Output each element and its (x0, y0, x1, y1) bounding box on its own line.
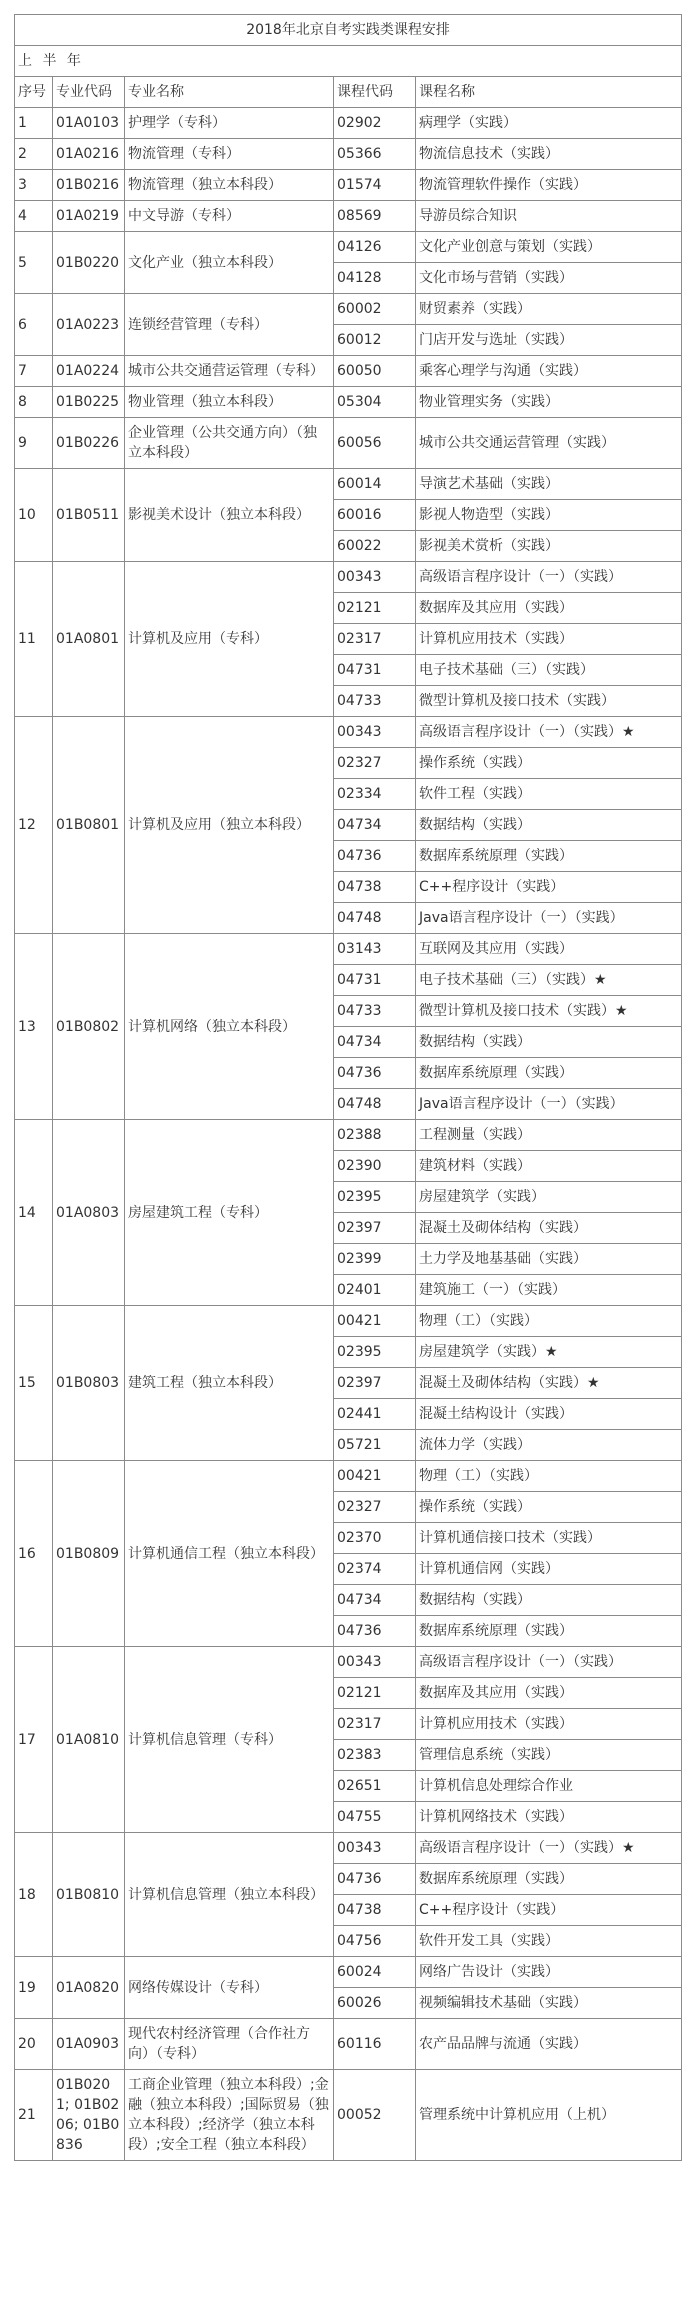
row-number: 7 (15, 356, 53, 387)
course-name: Java语言程序设计（一）（实践） (416, 903, 682, 934)
course-name: 管理信息系统（实践） (416, 1740, 682, 1771)
course-code: 00421 (334, 1306, 416, 1337)
course-code: 04755 (334, 1802, 416, 1833)
course-name: 软件工程（实践） (416, 779, 682, 810)
major-code: 01B0216 (53, 170, 125, 201)
course-name: 互联网及其应用（实践） (416, 934, 682, 965)
course-code: 04748 (334, 1089, 416, 1120)
half-year-row (15, 46, 682, 77)
major-code: 01A0801 (53, 562, 125, 717)
course-name: 物理（工）（实践） (416, 1461, 682, 1492)
major-code: 01B0809 (53, 1461, 125, 1647)
course-name: 房屋建筑学（实践） (416, 1182, 682, 1213)
course-row (15, 1120, 682, 1151)
course-code: 60014 (334, 469, 416, 500)
course-name: 土力学及地基基础（实践） (416, 1244, 682, 1275)
course-row (15, 934, 682, 965)
major-code: 01B0201; 01B0206; 01B0836 (53, 2070, 125, 2161)
course-name: 影视美术赏析（实践） (416, 531, 682, 562)
course-code: 04738 (334, 872, 416, 903)
course-code: 00421 (334, 1461, 416, 1492)
row-number: 3 (15, 170, 53, 201)
course-name: 物流信息技术（实践） (416, 139, 682, 170)
course-name: 计算机通信网（实践） (416, 1554, 682, 1585)
major-name: 物流管理（专科） (125, 139, 334, 170)
course-name: 微型计算机及接口技术（实践）★ (416, 996, 682, 1027)
course-name: 高级语言程序设计（一）（实践） (416, 1647, 682, 1678)
major-name: 计算机通信工程（独立本科段） (125, 1461, 334, 1647)
major-code: 01A0223 (53, 294, 125, 356)
major-name: 计算机及应用（专科） (125, 562, 334, 717)
row-number: 12 (15, 717, 53, 934)
course-row (15, 170, 682, 201)
course-code: 00343 (334, 1647, 416, 1678)
course-name: 数据结构（实践） (416, 1585, 682, 1616)
course-name: 数据结构（实践） (416, 810, 682, 841)
course-name: 财贸素养（实践） (416, 294, 682, 325)
course-name: 数据库系统原理（实践） (416, 1058, 682, 1089)
major-code: 01A0219 (53, 201, 125, 232)
major-name: 物业管理（独立本科段） (125, 387, 334, 418)
course-name: 数据结构（实践） (416, 1027, 682, 1058)
course-code: 02317 (334, 1709, 416, 1740)
course-code: 04126 (334, 232, 416, 263)
course-name: 门店开发与选址（实践） (416, 325, 682, 356)
course-name: 物流管理软件操作（实践） (416, 170, 682, 201)
course-row (15, 139, 682, 170)
course-code: 02397 (334, 1213, 416, 1244)
course-name: 高级语言程序设计（一）（实践） (416, 562, 682, 593)
course-name: 操作系统（实践） (416, 748, 682, 779)
course-code: 02121 (334, 593, 416, 624)
row-number: 18 (15, 1833, 53, 1957)
course-code: 60116 (334, 2019, 416, 2070)
course-code: 02395 (334, 1337, 416, 1368)
course-code: 02441 (334, 1399, 416, 1430)
course-code: 00343 (334, 717, 416, 748)
course-code: 04731 (334, 965, 416, 996)
course-row (15, 201, 682, 232)
course-row (15, 1306, 682, 1337)
course-name: 微型计算机及接口技术（实践） (416, 686, 682, 717)
course-name: 电子技术基础（三）（实践）★ (416, 965, 682, 996)
major-name: 中文导游（专科） (125, 201, 334, 232)
major-code: 01B0810 (53, 1833, 125, 1957)
row-number: 2 (15, 139, 53, 170)
row-number: 13 (15, 934, 53, 1120)
course-row (15, 2070, 682, 2161)
major-code: 01A0810 (53, 1647, 125, 1833)
course-code: 04734 (334, 810, 416, 841)
course-code: 05721 (334, 1430, 416, 1461)
course-code: 02334 (334, 779, 416, 810)
course-name: 数据库系统原理（实践） (416, 841, 682, 872)
course-name: 乘客心理学与沟通（实践） (416, 356, 682, 387)
course-code: 04734 (334, 1027, 416, 1058)
course-row (15, 1647, 682, 1678)
major-name: 物流管理（独立本科段） (125, 170, 334, 201)
major-code: 01B0220 (53, 232, 125, 294)
course-code: 02399 (334, 1244, 416, 1275)
course-name: 计算机应用技术（实践） (416, 1709, 682, 1740)
header-course-name: 课程名称 (416, 77, 682, 108)
course-row (15, 1957, 682, 1988)
major-name: 计算机网络（独立本科段） (125, 934, 334, 1120)
major-code: 01A0803 (53, 1120, 125, 1306)
row-number: 1 (15, 108, 53, 139)
course-code: 03143 (334, 934, 416, 965)
course-row (15, 294, 682, 325)
major-code: 01B0511 (53, 469, 125, 562)
course-code: 04734 (334, 1585, 416, 1616)
row-number: 17 (15, 1647, 53, 1833)
major-name: 文化产业（独立本科段） (125, 232, 334, 294)
course-row (15, 717, 682, 748)
course-name: 导游员综合知识 (416, 201, 682, 232)
course-code: 60012 (334, 325, 416, 356)
course-name: 操作系统（实践） (416, 1492, 682, 1523)
row-number: 9 (15, 418, 53, 469)
course-name: 计算机信息处理综合作业 (416, 1771, 682, 1802)
course-code: 60022 (334, 531, 416, 562)
course-name: 混凝土及砌体结构（实践）★ (416, 1368, 682, 1399)
major-name: 网络传媒设计（专科） (125, 1957, 334, 2019)
course-code: 02651 (334, 1771, 416, 1802)
course-code: 04733 (334, 996, 416, 1027)
course-name: 计算机应用技术（实践） (416, 624, 682, 655)
row-number: 15 (15, 1306, 53, 1461)
course-code: 02395 (334, 1182, 416, 1213)
course-code: 02383 (334, 1740, 416, 1771)
major-name: 计算机信息管理（独立本科段） (125, 1833, 334, 1957)
course-name: 数据库及其应用（实践） (416, 1678, 682, 1709)
header-major-code: 专业代码 (53, 77, 125, 108)
major-code: 01A0820 (53, 1957, 125, 2019)
course-code: 02902 (334, 108, 416, 139)
course-code: 02401 (334, 1275, 416, 1306)
schedule-sheet (14, 14, 681, 2161)
major-name: 影视美术设计（独立本科段） (125, 469, 334, 562)
course-name: 农产品品牌与流通（实践） (416, 2019, 682, 2070)
major-name: 现代农村经济管理（合作社方向）（专科） (125, 2019, 334, 2070)
course-code: 04756 (334, 1926, 416, 1957)
course-name: 数据库系统原理（实践） (416, 1616, 682, 1647)
course-name: 影视人物造型（实践） (416, 500, 682, 531)
table-title: 2018年北京自考实践类课程安排 (15, 15, 682, 46)
major-code: 01B0803 (53, 1306, 125, 1461)
course-code: 04738 (334, 1895, 416, 1926)
course-code: 60056 (334, 418, 416, 469)
major-name: 连锁经营管理（专科） (125, 294, 334, 356)
course-code: 02390 (334, 1151, 416, 1182)
major-name: 房屋建筑工程（专科） (125, 1120, 334, 1306)
course-row (15, 418, 682, 469)
major-name: 工商企业管理（独立本科段）;金融（独立本科段）;国际贸易（独立本科段）;经济学（独立本科段）;安全工程（独立本科段） (125, 2070, 334, 2161)
course-code: 04748 (334, 903, 416, 934)
major-code: 01B0225 (53, 387, 125, 418)
row-number: 8 (15, 387, 53, 418)
course-name: 导演艺术基础（实践） (416, 469, 682, 500)
course-name: 房屋建筑学（实践）★ (416, 1337, 682, 1368)
course-code: 05304 (334, 387, 416, 418)
course-name: 混凝土结构设计（实践） (416, 1399, 682, 1430)
course-row (15, 2019, 682, 2070)
course-row (15, 356, 682, 387)
course-name: Java语言程序设计（一）（实践） (416, 1089, 682, 1120)
course-code: 60002 (334, 294, 416, 325)
major-code: 01B0226 (53, 418, 125, 469)
course-name: 工程测量（实践） (416, 1120, 682, 1151)
course-name: 流体力学（实践） (416, 1430, 682, 1461)
course-name: 高级语言程序设计（一）（实践）★ (416, 717, 682, 748)
course-code: 04736 (334, 1864, 416, 1895)
course-code: 04731 (334, 655, 416, 686)
schedule-table (14, 14, 682, 2161)
course-name: 计算机网络技术（实践） (416, 1802, 682, 1833)
course-code: 60050 (334, 356, 416, 387)
course-code: 00343 (334, 562, 416, 593)
row-number: 10 (15, 469, 53, 562)
course-name: 计算机通信接口技术（实践） (416, 1523, 682, 1554)
course-row (15, 387, 682, 418)
course-name: 物理（工）（实践） (416, 1306, 682, 1337)
major-name: 企业管理（公共交通方向）（独立本科段） (125, 418, 334, 469)
title-row (15, 15, 682, 46)
major-code: 01A0103 (53, 108, 125, 139)
major-name: 护理学（专科） (125, 108, 334, 139)
course-code: 05366 (334, 139, 416, 170)
course-code: 08569 (334, 201, 416, 232)
course-name: 网络广告设计（实践） (416, 1957, 682, 1988)
course-code: 02397 (334, 1368, 416, 1399)
major-code: 01B0802 (53, 934, 125, 1120)
course-code: 01574 (334, 170, 416, 201)
major-name: 城市公共交通营运管理（专科） (125, 356, 334, 387)
course-name: 软件开发工具（实践） (416, 1926, 682, 1957)
course-code: 02374 (334, 1554, 416, 1585)
course-name: C++程序设计（实践） (416, 872, 682, 903)
major-code: 01A0224 (53, 356, 125, 387)
course-code: 04736 (334, 1616, 416, 1647)
header-no: 序号 (15, 77, 53, 108)
major-code: 01B0801 (53, 717, 125, 934)
course-code: 02327 (334, 1492, 416, 1523)
course-name: 文化产业创意与策划（实践） (416, 232, 682, 263)
course-code: 02370 (334, 1523, 416, 1554)
course-name: 混凝土及砌体结构（实践） (416, 1213, 682, 1244)
course-name: 数据库系统原理（实践） (416, 1864, 682, 1895)
course-name: C++程序设计（实践） (416, 1895, 682, 1926)
course-name: 城市公共交通运营管理（实践） (416, 418, 682, 469)
row-number: 5 (15, 232, 53, 294)
row-number: 11 (15, 562, 53, 717)
course-row (15, 108, 682, 139)
course-row (15, 1461, 682, 1492)
header-row (15, 77, 682, 108)
course-row (15, 562, 682, 593)
course-code: 02388 (334, 1120, 416, 1151)
course-name: 高级语言程序设计（一）（实践）★ (416, 1833, 682, 1864)
course-row (15, 469, 682, 500)
course-name: 物业管理实务（实践） (416, 387, 682, 418)
course-code: 04733 (334, 686, 416, 717)
header-course-code: 课程代码 (334, 77, 416, 108)
course-code: 02327 (334, 748, 416, 779)
course-row (15, 232, 682, 263)
course-code: 02317 (334, 624, 416, 655)
row-number: 19 (15, 1957, 53, 2019)
major-code: 01A0903 (53, 2019, 125, 2070)
row-number: 21 (15, 2070, 53, 2161)
half-year-label: 上 半 年 (15, 46, 682, 77)
course-name: 视频编辑技术基础（实践） (416, 1988, 682, 2019)
row-number: 14 (15, 1120, 53, 1306)
course-code: 00052 (334, 2070, 416, 2161)
course-row (15, 1833, 682, 1864)
course-code: 04736 (334, 841, 416, 872)
course-code: 04128 (334, 263, 416, 294)
major-name: 计算机及应用（独立本科段） (125, 717, 334, 934)
course-name: 管理系统中计算机应用（上机） (416, 2070, 682, 2161)
course-name: 病理学（实践） (416, 108, 682, 139)
row-number: 6 (15, 294, 53, 356)
course-code: 04736 (334, 1058, 416, 1089)
row-number: 20 (15, 2019, 53, 2070)
course-code: 00343 (334, 1833, 416, 1864)
major-name: 计算机信息管理（专科） (125, 1647, 334, 1833)
course-name: 文化市场与营销（实践） (416, 263, 682, 294)
course-code: 60016 (334, 500, 416, 531)
course-code: 60026 (334, 1988, 416, 2019)
header-major-name: 专业名称 (125, 77, 334, 108)
major-name: 建筑工程（独立本科段） (125, 1306, 334, 1461)
course-name: 数据库及其应用（实践） (416, 593, 682, 624)
course-code: 60024 (334, 1957, 416, 1988)
major-code: 01A0216 (53, 139, 125, 170)
course-name: 电子技术基础（三）（实践） (416, 655, 682, 686)
course-name: 建筑材料（实践） (416, 1151, 682, 1182)
course-code: 02121 (334, 1678, 416, 1709)
row-number: 4 (15, 201, 53, 232)
course-name: 建筑施工（一）（实践） (416, 1275, 682, 1306)
row-number: 16 (15, 1461, 53, 1647)
